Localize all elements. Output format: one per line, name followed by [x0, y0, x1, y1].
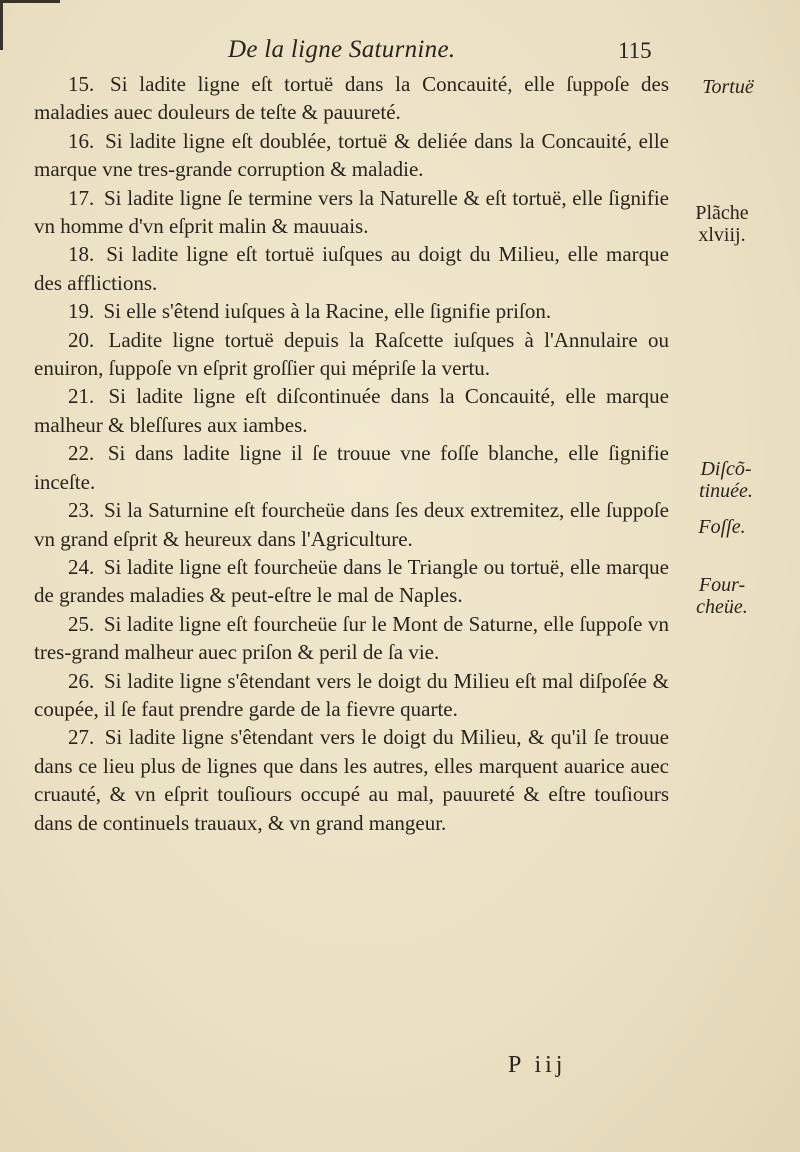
margin-note-text: Diſcõ-	[700, 458, 752, 480]
page-edge-mark	[0, 0, 60, 3]
body-text	[34, 70, 669, 837]
paragraph-number: 15.	[68, 72, 95, 96]
margin-note-text: Plãche	[695, 202, 749, 224]
paragraph-text: Si ladite ligne eſt fourcheüe dans le Triangle ou tortuë, elle marque de grandes maladies & peut-eſtre le mal de Naples.	[34, 554, 669, 608]
paragraph-number: 25.	[68, 611, 95, 636]
paragraph-text: Si ladite ligne s'êtendant vers le doigt du Milieu, & qu'il ſe trouue dans ce lieu plus de lignes que dans les autres, elles marquent auarice auec cruauté, & vn eſprit touſiours occupé au mal, pauureté & eſtre touſiours dans de continuels trauaux, & vn grand mangeur.	[34, 725, 670, 835]
paragraph-text: Ladite ligne tortuë depuis la Raſcette iuſques à l'Annulaire ou enuiron, ſuppoſe vn eſprit groſſier qui mépriſe la vertu.	[34, 327, 669, 381]
margin-note-fosse	[672, 516, 772, 538]
paragraph-22	[34, 439, 669, 496]
margin-note-text: xlviij.	[698, 224, 746, 246]
paragraph-23	[34, 496, 669, 553]
margin-note-fourcheue	[672, 574, 772, 618]
paragraph-19	[34, 297, 669, 325]
paragraph-number: 26.	[68, 668, 95, 693]
paragraph-number: 19.	[68, 299, 95, 324]
paragraph-text: Si ladite ligne eſt doublée, tortuë & deliée dans la Concauité, elle marque vne tres-grande corruption & maladie.	[34, 128, 669, 182]
paragraph-text: Si dans ladite ligne il ſe trouue vne foſſe blanche, elle ſignifie inceſte.	[34, 441, 669, 494]
paragraph-number: 22.	[68, 441, 95, 466]
paragraph-text: Si ladite ligne eſt tortuë iuſques au doigt du Milieu, elle marque des afflictions.	[34, 242, 669, 295]
paragraph-text: Si ladite ligne eſt tortuë dans la Concauité, elle ſuppoſe des maladies auec douleurs de teſte & pauureté.	[34, 72, 670, 125]
margin-note-text: tinuée.	[699, 480, 753, 502]
paragraph-number: 24.	[68, 554, 95, 579]
running-head: De la ligne Saturnine.	[228, 36, 456, 63]
margin-note-text: Tortuë	[702, 76, 754, 98]
paragraph-text: Si ladite ligne eſt fourcheüe ſur le Mont de Saturne, elle ſuppoſe vn tres-grand malheur auec priſon & peril de ſa vie.	[34, 611, 670, 665]
margin-note-text: Foſſe.	[698, 516, 746, 538]
paragraph-17	[34, 184, 669, 241]
page-header	[0, 30, 800, 70]
paragraph-number: 27.	[68, 725, 95, 750]
paragraph-text: Si elle s'êtend iuſques à la Racine, elle ſignifie priſon.	[103, 299, 552, 324]
paragraph-20	[34, 326, 669, 383]
paragraph-24	[34, 553, 669, 610]
page-number: 115	[618, 38, 652, 63]
paragraph-number: 20.	[68, 327, 95, 352]
paragraph-number: 21.	[68, 384, 95, 409]
margin-note-tortue	[678, 76, 778, 98]
paragraph-text: Si la Saturnine eſt fourcheüe dans ſes deux extremitez, elle ſuppoſe vn grand eſprit & heureux dans l'Agriculture.	[34, 498, 669, 551]
paragraph-25	[34, 610, 669, 667]
paragraph-15	[34, 70, 669, 127]
margin-note-discontinuee	[676, 458, 776, 502]
paragraph-21	[34, 382, 669, 439]
margin-note-text: cheüe.	[696, 596, 748, 618]
paragraph-number: 17.	[68, 185, 95, 210]
paragraph-16	[34, 127, 669, 184]
paragraph-text: Si ladite ligne eſt diſcontinuée dans la Concauité, elle marque malheur & bleſſures aux iambes.	[34, 384, 669, 437]
paragraph-number: 16.	[68, 128, 95, 153]
margin-note-text: Four-	[698, 574, 746, 596]
paragraph-text: Si ladite ligne ſe termine vers la Naturelle & eſt tortuë, elle ſignifie vn homme d'vn eſprit malin & mauuais.	[34, 185, 669, 239]
paragraph-number: 18.	[68, 242, 95, 267]
paragraph-number: 23.	[68, 498, 95, 523]
paragraph-27	[34, 723, 669, 837]
paragraph-26	[34, 667, 669, 724]
paragraph-text: Si ladite ligne s'êtendant vers le doigt du Milieu eſt mal diſpoſée & coupée, il ſe faut prendre garde de la fievre quarte.	[34, 668, 669, 721]
signature-mark: P iij	[508, 1052, 567, 1078]
margin-note-planche	[672, 202, 772, 246]
paragraph-18	[34, 240, 669, 297]
